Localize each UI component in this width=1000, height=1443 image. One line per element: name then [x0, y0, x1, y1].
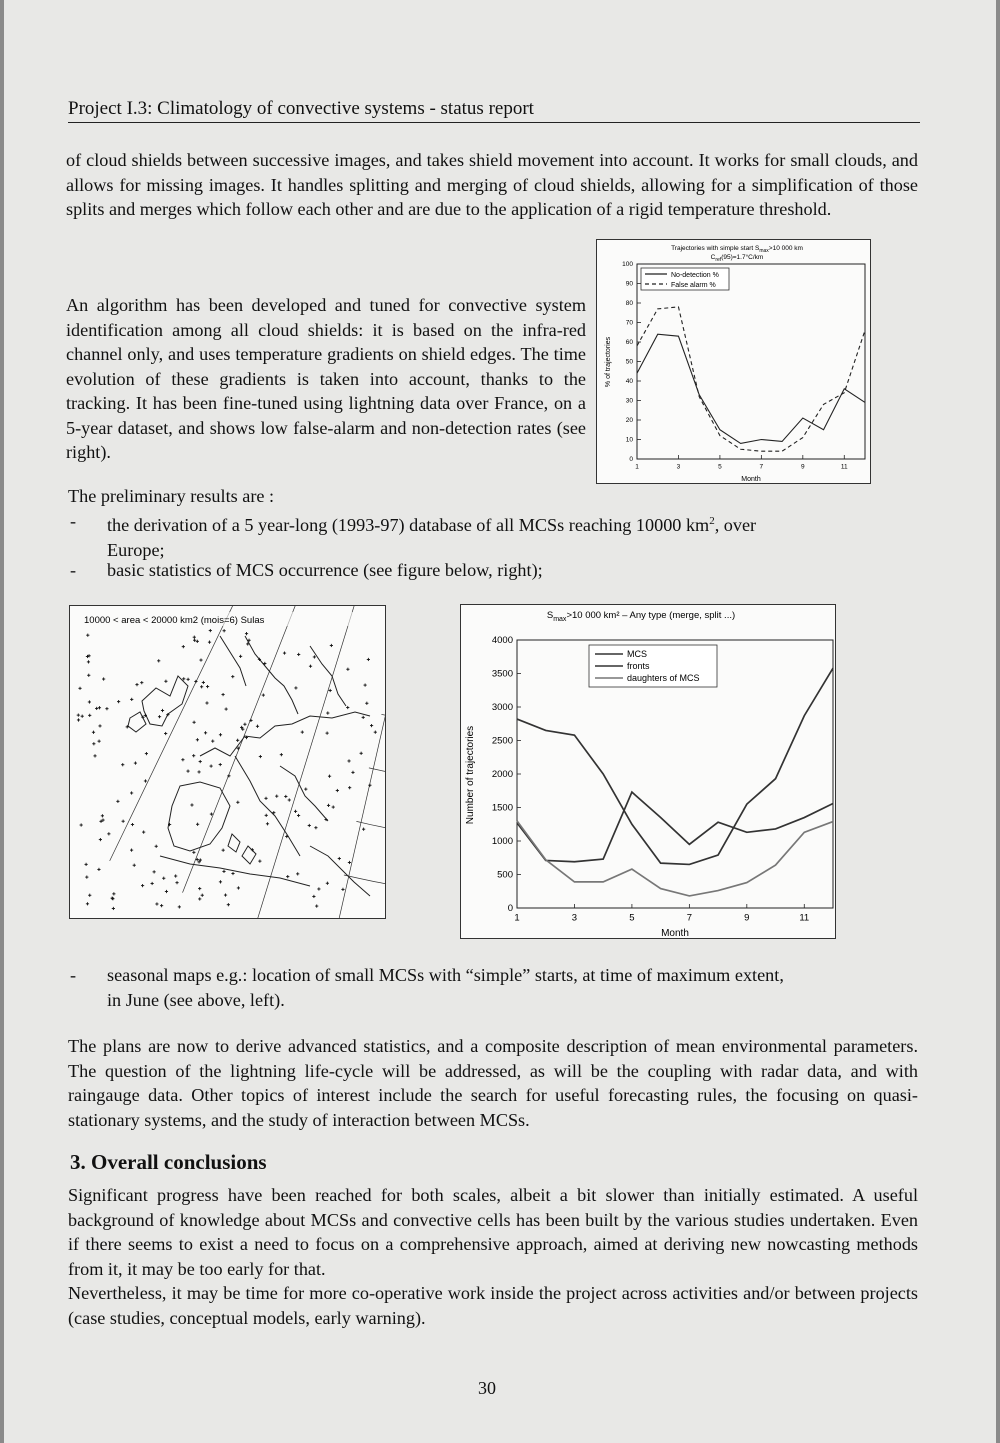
map-mcs-marker	[328, 775, 331, 778]
map-mcs-marker	[117, 700, 120, 703]
map-mcs-marker	[204, 731, 207, 734]
map-mcs-marker	[153, 870, 156, 873]
map-mcs-marker	[367, 658, 370, 661]
map-mcs-marker	[309, 665, 312, 668]
map-mcs-marker	[338, 857, 341, 860]
section-title: 3. Overall conclusions	[70, 1150, 267, 1174]
map-coastline	[220, 636, 246, 686]
chart1-title-2: $C_{ref}(95)=1.7^\circ C/km$	[710, 254, 764, 263]
chart1-legend-label-2: False alarm %	[671, 282, 716, 289]
map-mcs-marker	[87, 654, 90, 657]
map-mcs-marker	[326, 882, 329, 885]
map-mcs-marker	[365, 702, 368, 705]
chart2-xtick-label: 1	[514, 912, 520, 924]
map-mcs-marker	[202, 681, 205, 684]
map-mcs-marker	[144, 779, 147, 782]
map-mcs-marker	[245, 632, 248, 635]
map-mcs-marker	[140, 681, 143, 684]
map-mcs-marker	[98, 724, 101, 727]
chart2-series-fronts	[517, 792, 833, 862]
map-mcs-marker	[296, 872, 299, 875]
map-mcs-marker	[162, 877, 165, 880]
chart1-ytick-label: 60	[625, 339, 633, 347]
map-mcs-marker	[364, 683, 367, 686]
map-mcs-marker	[265, 814, 268, 817]
map-mcs-marker	[199, 658, 202, 661]
map-mcs-marker	[133, 864, 136, 867]
map-mcs-marker	[332, 805, 335, 808]
running-header: Project I.3: Climatology of convective systems - status report	[68, 98, 920, 123]
map-mcs-marker	[164, 732, 167, 735]
map-mcs-marker	[142, 830, 145, 833]
map-mcs-marker	[317, 887, 320, 890]
map-mcs-marker	[174, 874, 177, 877]
chart2-xtick-label: 7	[686, 912, 693, 924]
map-mcs-marker	[87, 674, 90, 677]
map-mcs-marker	[224, 893, 227, 896]
chart1-ytick-label: 10	[625, 436, 633, 444]
map-mcs-marker	[315, 904, 318, 907]
map-mcs-marker	[266, 822, 269, 825]
plans-paragraph: The plans are now to derive advanced statistics, and a composite description of mean environmental parameters. The question of the lightning life-cycle will be addressed, as will be the coupling with radar data, and with raingauge data. Other topics of interest include the search for useful forecasting rules, the focusing on quasi-stationary systems, and the study of interaction between MCSs.	[68, 1036, 918, 1130]
map-mcs-marker	[157, 659, 160, 662]
map-mcs-marker	[86, 902, 89, 905]
bullet-database-line2: Europe;	[107, 539, 165, 560]
map-mcs-marker	[112, 907, 115, 910]
map-mcs-marker	[200, 685, 203, 688]
map-mcs-marker	[193, 636, 196, 639]
map-mcs-marker	[219, 880, 222, 883]
map-mcs-marker	[78, 687, 81, 690]
chart1-ytick-label: 0	[629, 456, 633, 464]
map-mcs-marker	[327, 804, 330, 807]
map-mcs-marker	[346, 706, 349, 709]
map-mcs-marker	[155, 902, 158, 905]
map-mcs-marker	[77, 718, 80, 721]
map-mcs-marker	[97, 868, 100, 871]
chart1-ytick-label: 40	[625, 378, 633, 386]
map-mcs-marker	[130, 849, 133, 852]
map-mcs-marker	[326, 711, 329, 714]
chart1-ytick-label: 30	[625, 397, 633, 405]
map-mcs-marker	[313, 655, 316, 658]
chart2-xtick-label: 3	[571, 912, 578, 924]
chart1-xtick-label: 5	[718, 463, 722, 471]
map-mcs-marker	[284, 795, 287, 798]
chart1-xtick-label: 3	[676, 463, 681, 471]
chart1-ytick-label: 20	[625, 417, 633, 425]
map-coastline	[160, 856, 310, 886]
map-mcs-marker	[294, 686, 297, 689]
map-mcs-marker	[186, 769, 189, 772]
mcs-statistics-chart	[460, 604, 836, 939]
map-coastline	[242, 846, 256, 864]
chart2-ytick-label: 500	[497, 869, 513, 881]
map-coastline	[168, 782, 230, 851]
chart2-series-mcs	[517, 668, 833, 864]
map-mcs-marker	[362, 828, 365, 831]
map-mcs-marker	[121, 763, 124, 766]
map-mcs-marker	[258, 860, 261, 863]
map-mcs-marker	[286, 875, 289, 878]
conclusions-paragraph-1: Significant progress have been reached for both scales, albeit a bit slower than initially estimated. A useful background of knowledge about MCSs and convective cells has been built by the various studies undertaken. Even if there seems to exist a need to focus on a comprehensive approach, aimed at deriving new nowcasting methods from it, it may be too early for that.	[68, 1185, 918, 1279]
europe-mcs-map-svg	[70, 606, 385, 918]
map-mcs-marker	[198, 897, 201, 900]
map-mcs-marker	[210, 764, 213, 767]
map-mcs-marker	[87, 660, 90, 663]
map-mcs-marker	[141, 884, 144, 887]
chart1-title-1: Trajectories with simple start $S_{max}>10$ 000 km	[671, 245, 803, 254]
map-mcs-marker	[336, 789, 339, 792]
chart1-ylabel: % of trajectories	[605, 336, 612, 388]
chart2-ytick-label: 1500	[491, 802, 513, 814]
map-mcs-marker	[175, 881, 178, 884]
map-mcs-marker	[112, 892, 115, 895]
chart1-ytick-label: 70	[625, 319, 633, 327]
chart2-ytick-label: 0	[507, 903, 513, 915]
map-mcs-marker	[236, 801, 239, 804]
chart2-xlabel: Month	[661, 928, 689, 938]
map-mcs-marker	[210, 812, 213, 815]
map-mcs-marker	[86, 655, 89, 658]
chart1-xlabel: Month	[741, 476, 761, 483]
map-mcs-marker	[81, 715, 84, 718]
bullet-seasonal-maps	[70, 963, 920, 1013]
map-mcs-marker	[256, 725, 259, 728]
chart1-series-false-alarm-	[637, 307, 865, 451]
map-mcs-marker	[197, 770, 200, 773]
map-mcs-marker	[223, 629, 226, 632]
map-mcs-marker	[165, 890, 168, 893]
map-mcs-marker	[101, 814, 104, 817]
map-mcs-marker	[88, 700, 91, 703]
bullet-statistics	[70, 558, 920, 584]
map-mcs-marker	[80, 823, 83, 826]
chart1-xtick-label: 11	[840, 463, 848, 471]
map-mcs-marker	[102, 677, 105, 680]
map-mcs-marker	[88, 894, 91, 897]
map-mcs-marker	[222, 849, 225, 852]
map-mcs-marker	[243, 723, 246, 726]
map-mcs-marker	[294, 810, 297, 813]
chart2-ytick-label: 3000	[491, 702, 513, 714]
map-mcs-marker	[84, 863, 87, 866]
bullet-database-end: , over	[714, 515, 757, 536]
bullet-database-line1: the derivation of a 5 year-long (1993-97) database of all MCSs reaching 10000 km	[107, 515, 710, 536]
map-mcs-marker	[105, 707, 108, 710]
map-mcs-marker	[88, 714, 91, 717]
map-mcs-marker	[222, 870, 225, 873]
map-mcs-marker	[192, 851, 195, 854]
chart1-xtick-label: 7	[759, 463, 764, 471]
bullet-database-text	[107, 509, 756, 562]
map-mcs-marker	[301, 731, 304, 734]
map-mcs-marker	[161, 709, 164, 712]
chart1-ytick-label: 50	[625, 358, 633, 366]
chart2-ytick-label: 2500	[491, 735, 513, 747]
map-mcs-marker	[351, 771, 354, 774]
map-mcs-marker	[283, 651, 286, 654]
map-latitude-line	[344, 872, 385, 901]
map-mcs-marker	[297, 814, 300, 817]
map-meridian-line	[183, 606, 315, 893]
map-mcs-marker	[134, 761, 137, 764]
map-mcs-marker	[280, 753, 283, 756]
chart2-xtick-label: 9	[744, 912, 750, 924]
results-intro: The preliminary results are :	[68, 486, 275, 506]
map-mcs-marker	[236, 739, 239, 742]
map-mcs-marker	[92, 742, 95, 745]
map-mcs-marker	[99, 838, 102, 841]
map-label: 10000 < area < 20000 km2 (mois=6) Sulas	[84, 615, 265, 626]
map-mcs-marker	[262, 693, 265, 696]
chart2-series-daughters-of-mcs	[517, 821, 833, 896]
map-coastline	[245, 636, 298, 714]
bullet-seasonal-line1: seasonal maps e.g.: location of small MCSs with “simple” starts, at time of maximum extent,	[107, 965, 784, 985]
bullet-database	[70, 509, 920, 559]
chart1-series-no-detection-	[637, 334, 865, 443]
map-mcs-marker	[205, 701, 208, 704]
page-number: 30	[478, 1378, 496, 1398]
chart2-legend-label-2: fronts	[627, 661, 650, 671]
chart2-ytick-label: 4000	[491, 635, 513, 647]
map-mcs-marker	[374, 731, 377, 734]
chart1-legend-label-1: No-detection %	[671, 272, 719, 279]
map-mcs-marker	[227, 903, 230, 906]
bullet-seasonal-line2: in June (see above, left).	[107, 989, 285, 1010]
map-meridian-line	[334, 606, 385, 918]
superscript: 2	[709, 515, 715, 527]
map-mcs-marker	[196, 640, 199, 643]
map-mcs-marker	[178, 905, 181, 908]
chart2-ylabel: Number of trajectories	[465, 725, 476, 825]
map-mcs-marker	[181, 758, 184, 761]
map-mcs-marker	[341, 888, 344, 891]
map-mcs-marker	[98, 706, 101, 709]
map-mcs-marker	[206, 685, 209, 688]
map-mcs-marker	[145, 752, 148, 755]
chart2-xtick-label: 5	[629, 912, 635, 924]
chart1-ytick-label: 80	[625, 300, 633, 308]
chart2-xtick-label: 11	[799, 912, 810, 924]
map-mcs-marker	[348, 786, 351, 789]
map-mcs-marker	[329, 689, 332, 692]
map-mcs-marker	[199, 760, 202, 763]
europe-mcs-map	[69, 605, 386, 919]
map-mcs-marker	[237, 886, 240, 889]
map-mcs-marker	[330, 644, 333, 647]
map-mcs-marker	[155, 845, 158, 848]
map-mcs-marker	[346, 668, 349, 671]
map-mcs-marker	[264, 797, 267, 800]
map-mcs-marker	[209, 629, 212, 632]
map-coastline	[310, 646, 346, 706]
chart2-ytick-label: 1000	[491, 836, 513, 848]
map-mcs-marker	[151, 882, 154, 885]
chart1-ytick-label: 90	[625, 280, 633, 288]
map-mcs-marker	[160, 904, 163, 907]
map-mcs-marker	[192, 721, 195, 724]
chart1-ytick-label: 100	[622, 261, 633, 269]
map-mcs-marker	[326, 732, 329, 735]
map-coastline	[235, 756, 300, 856]
map-meridian-line	[110, 606, 266, 861]
map-mcs-marker	[164, 680, 167, 683]
intro-paragraph: of cloud shields between successive images, and takes shield movement into account. It works for small clouds, and allows for missing images. It handles splitting and merging of cloud shields, allowing for a simplification of those splits and merges which follow each other and are due to the application of a rigid temperature threshold.	[66, 150, 918, 219]
map-mcs-marker	[130, 698, 133, 701]
map-mcs-marker	[347, 759, 350, 762]
bullet-dash: -	[70, 965, 77, 985]
map-mcs-marker	[304, 788, 307, 791]
map-mcs-marker	[297, 653, 300, 656]
map-mcs-marker	[93, 754, 96, 757]
conclusions-paragraph-2: Nevertheless, it may be time for more co-operative work inside the project across activities and/or between projects (case studies, conceptual models, early warning).	[68, 1283, 918, 1328]
map-mcs-marker	[107, 832, 110, 835]
chart2-title: $S_{max}>10$ 000 km² – Any type (merge, split ...)	[546, 610, 736, 623]
map-mcs-marker	[239, 655, 242, 658]
map-mcs-marker	[259, 755, 262, 758]
chart2-ytick-label: 2000	[491, 769, 513, 781]
map-coastline	[200, 712, 370, 756]
validation-chart	[596, 239, 871, 484]
map-mcs-marker	[314, 826, 317, 829]
bullet-dash: -	[70, 560, 77, 580]
chart1-plot-frame	[637, 264, 865, 459]
mcs-statistics-chart-svg	[461, 605, 835, 938]
map-mcs-marker	[198, 887, 201, 890]
map-mcs-marker	[275, 795, 278, 798]
map-mcs-marker	[130, 791, 133, 794]
map-mcs-marker	[86, 634, 89, 637]
map-mcs-marker	[231, 872, 234, 875]
map-mcs-marker	[135, 683, 138, 686]
algorithm-paragraph: An algorithm has been developed and tuned for convective system identification among all cloud shields: it is based on the infra-red channel only, and uses temperature gradients on shield edges. The time evolution of these gradients is taken into account, thanks to the tracking. It has been fine-tuned using lightning data over France, on a 5-year dataset, and shows low false-alarm and non-detection rates (see right).	[66, 295, 586, 462]
map-mcs-marker	[360, 752, 363, 755]
bullet-seasonal-maps-text	[107, 963, 784, 1012]
map-mcs-marker	[196, 738, 199, 741]
map-mcs-marker	[208, 641, 211, 644]
map-mcs-marker	[288, 798, 291, 801]
map-mcs-marker	[370, 724, 373, 727]
bullet-statistics-text: basic statistics of MCS occurrence (see figure below, right);	[107, 560, 543, 580]
map-mcs-marker	[192, 754, 195, 757]
map-mcs-marker	[308, 824, 311, 827]
map-coastline	[280, 766, 328, 821]
map-mcs-marker	[312, 895, 315, 898]
map-mcs-marker	[190, 803, 193, 806]
map-mcs-marker	[348, 861, 351, 864]
map-mcs-marker	[193, 639, 196, 642]
map-mcs-marker	[131, 823, 134, 826]
validation-chart-svg	[597, 240, 870, 483]
map-coastline	[228, 834, 240, 852]
chart2-legend-label-3: daughters of MCS	[627, 673, 700, 683]
map-mcs-marker	[186, 678, 189, 681]
map-meridian-line	[258, 606, 364, 918]
map-mcs-marker	[221, 693, 224, 696]
map-mcs-marker	[92, 731, 95, 734]
map-mcs-marker	[97, 740, 100, 743]
map-mcs-marker	[196, 823, 199, 826]
map-mcs-marker	[231, 675, 234, 678]
map-mcs-marker	[219, 733, 222, 736]
chart1-xtick-label: 9	[801, 463, 805, 471]
map-mcs-marker	[225, 707, 228, 710]
map-mcs-marker	[182, 645, 185, 648]
map-mcs-marker	[77, 714, 80, 717]
map-coastline	[142, 676, 188, 726]
map-mcs-marker	[211, 740, 214, 743]
map-mcs-marker	[368, 784, 371, 787]
map-mcs-marker	[122, 820, 125, 823]
map-mcs-marker	[158, 715, 161, 718]
map-mcs-marker	[95, 707, 98, 710]
bullet-dash: -	[70, 511, 77, 531]
map-mcs-marker	[219, 763, 222, 766]
chart2-ytick-label: 3500	[491, 668, 513, 680]
map-mcs-marker	[362, 716, 365, 719]
map-mcs-marker	[116, 800, 119, 803]
map-mcs-marker	[85, 876, 88, 879]
map-coastline	[128, 712, 146, 732]
chart1-xtick-label: 1	[635, 463, 639, 471]
map-mcs-marker	[201, 894, 204, 897]
document-page	[4, 0, 996, 1443]
chart2-legend-label-1: MCS	[627, 649, 647, 659]
